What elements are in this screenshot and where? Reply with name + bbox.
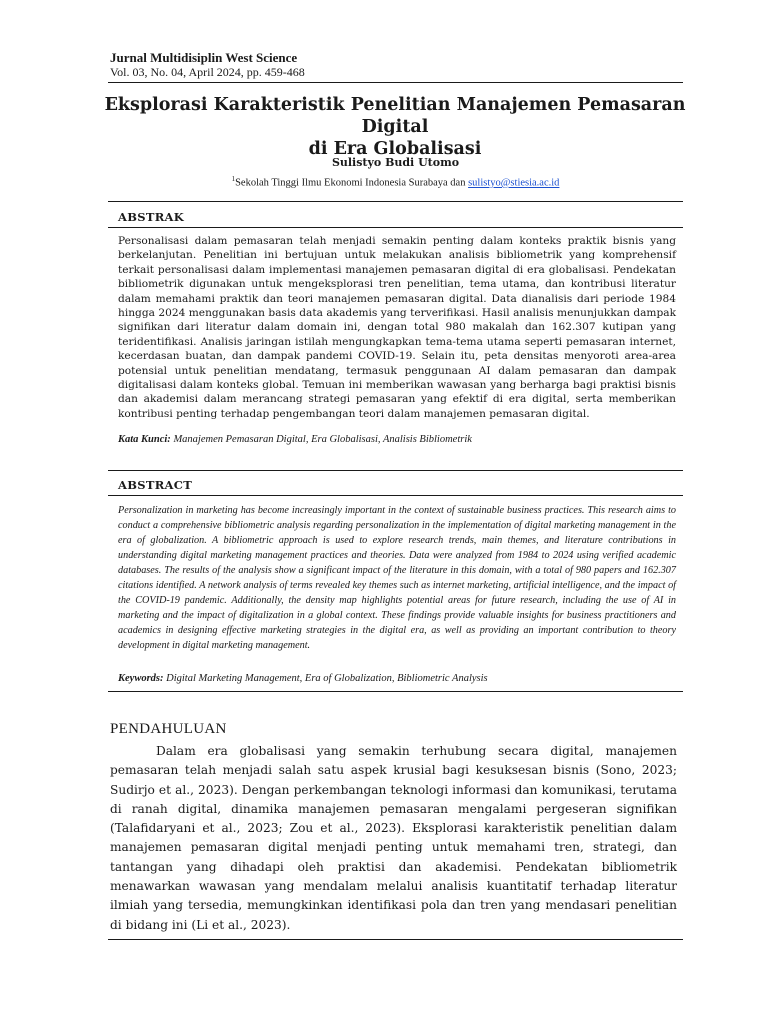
paper-title [100, 94, 690, 160]
paper-title-line-1: Eksplorasi Karakteristik Penelitian Manajemen Pemasaran Digital [104, 95, 686, 137]
abstract-keywords-label: Keywords: [118, 673, 164, 684]
abstract-keywords-text: Digital Marketing Management, Era of Globalization, Bibliometric Analysis [166, 673, 488, 684]
author-email-link[interactable]: sulistyo@stiesia.ac.id [468, 177, 560, 189]
journal-name: Jurnal Multidisiplin West Science [110, 50, 298, 65]
author-name: Sulistyo Budi Utomo [331, 156, 460, 169]
journal-volume: Vol. 03, No. 04, April 2024, pp. 459-468 [110, 65, 305, 79]
abstrak-keywords-label: Kata Kunci: [118, 434, 171, 445]
abstrak-keywords [118, 433, 678, 447]
section-heading-pendahuluan: PENDAHULUAN [110, 721, 227, 737]
footer-divider [108, 939, 683, 940]
affiliation [108, 172, 683, 191]
abstract-heading: ABSTRACT [118, 478, 193, 492]
header-divider [108, 82, 683, 83]
paper-title-line-2: di Era Globalisasi [308, 139, 482, 159]
abstract-text: Personalization in marketing has become increasingly important in the context of sustainable business practices. This research aims to conduct a comprehensive bibliometric analysis regarding personalization in the implementation of digital marketing management in the era of globalization. A bibliometric approach is used to explore research trends, main themes, and literature contributions in understanding digital marketing management practices and theories. Data were analyzed from 1984 to 2024 using verified academic databases. The results of the analysis show a significant impact of the literature in this domain, with a total of 980 papers and 162.307 citations identified. A network analysis of terms revealed key themes such as internet marketing, artificial intelligence, and the impact of the COVID-19 pandemic. Additionally, the density map highlights potential areas for future research, including the use of AI in marketing and the impact of digitalization in a global context. These findings provide valuable insights for business practitioners and academics in designing effective marketing strategies in the digital era, as well as providing an important contribution to theory development in digital marketing management. [118, 505, 676, 651]
abstrak-heading: ABSTRAK [118, 210, 185, 224]
abstrak-heading-divider [108, 227, 683, 228]
journal-header [110, 50, 680, 79]
abstrak-text: Personalisasi dalam pemasaran telah menjadi semakin penting dalam konteks praktik bisnis yang berkelanjutan. Penelitian ini bertujuan untuk melakukan analisis bibliometrik yang komprehensif terkait personalisasi dalam implementasi manajemen pemasaran digital di era globalisasi. Pendekatan bibliometrik digunakan untuk mengeksplorasi tren penelitian, tema utama, dan kontribusi literatur dalam memahami praktik dan teori manajemen pemasaran digital. Data dianalisis dari periode 1984 hingga 2024 menggunakan basis data akademis yang terverifikasi. Hasil analisis menunjukkan dampak signifikan dari literatur dalam domain ini, dengan total 980 makalah dan 162.307 kutipan yang teridentifikasi. Analisis jaringan istilah mengungkapkan tema-tema utama seperti pemasaran internet, kecerdasan buatan, dan dampak pandemi COVID-19. Selain itu, peta densitas menyoroti area-area potensial untuk penelitian mendatang, termasuk penggunaan AI dalam pemasaran dan dampak digitalisasi dalam konteks global. Temuan ini memberikan wawasan yang berharga bagi praktisi bisnis dan akademisi dalam merancang strategi pemasaran yang efektif di era digital, serta memberikan kontribusi penting terhadap pengembangan teori dalam manajemen pemasaran digital. [118, 235, 676, 420]
abstract-top-divider [108, 470, 683, 471]
abstract-bottom-divider [108, 691, 683, 692]
pendahuluan-paragraph: Dalam era globalisasi yang semakin terhubung secara digital, manajemen pemasaran telah menjadi salah satu aspek krusial bagi kesuksesan bisnis (Sono, 2023; Sudirjo et al., 2023). Dengan perkembangan teknologi informasi dan komunikasi, terutama di ranah digital, dinamika manajemen pemasaran mengalami pergeseran signifikan (Talafidaryani et al., 2023; Zou et al., 2023). Eksplorasi karakteristik penelitian dalam manajemen pemasaran digital menjadi penting untuk memahami tren, strategi, dan tantangan yang dihadapi oleh praktisi dan akademisi. Pendekatan bibliometrik menawarkan wawasan yang mendalam melalui analisis kuantitatif terhadap literatur ilmiah yang tersedia, memungkinkan identifikasi pola dan tren yang mendasari penelitian di bidang ini (Li et al., 2023). [110, 744, 677, 932]
abstract-heading-divider [108, 495, 683, 496]
abstrak-top-divider [108, 201, 683, 202]
affiliation-text: Sekolah Tinggi Ilmu Ekonomi Indonesia Surabaya dan [235, 177, 469, 189]
affiliation-superscript: 1 [231, 175, 236, 183]
abstract-keywords [118, 672, 678, 686]
abstrak-keywords-text: Manajemen Pemasaran Digital, Era Globalisasi, Analisis Bibliometrik [173, 434, 472, 445]
